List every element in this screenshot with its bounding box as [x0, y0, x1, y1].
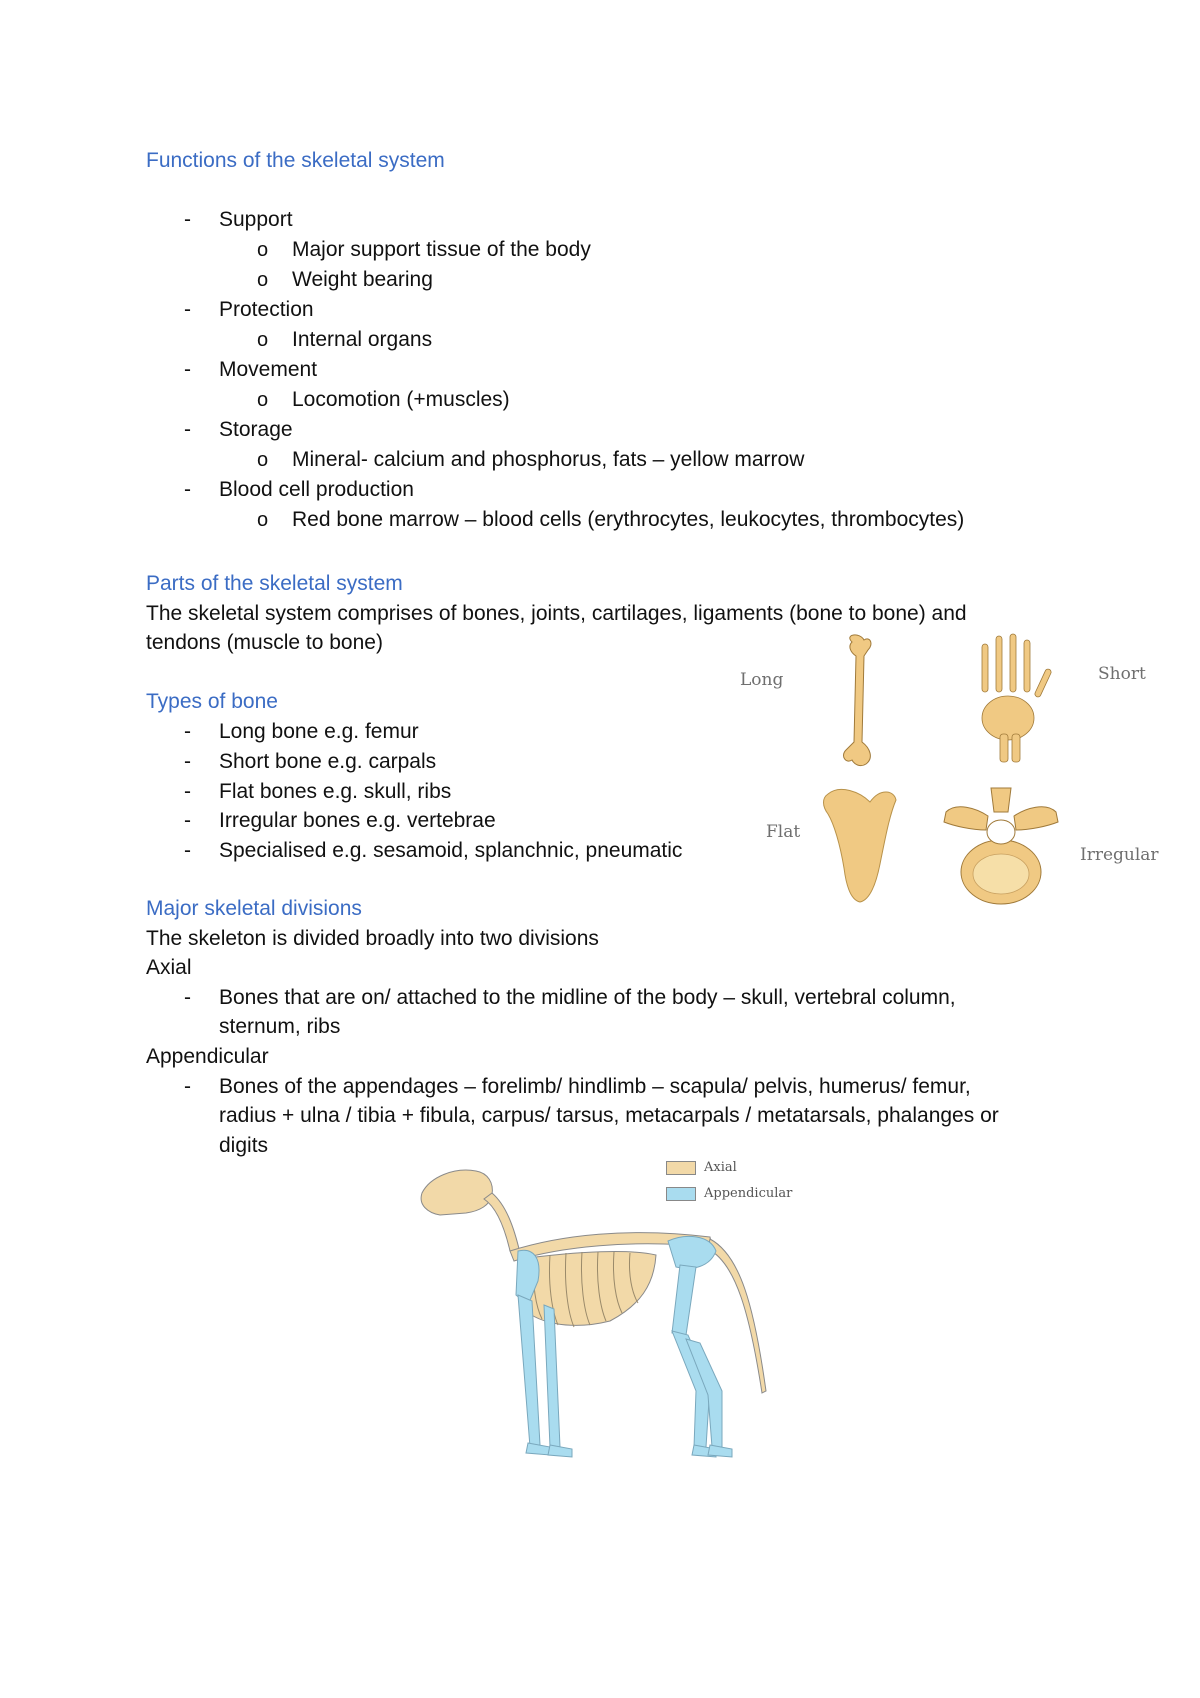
function-item: Protection	[219, 298, 314, 321]
bullet-dash: -	[184, 720, 191, 743]
bullet-dash: -	[184, 418, 191, 441]
appendicular-text: digits	[219, 1134, 269, 1157]
function-subitem: Internal organs	[292, 328, 433, 351]
appendicular-text: Bones of the appendages – forelimb/ hindlimb – scapula/ pelvis, humerus/ femur,	[219, 1075, 971, 1098]
axial-text: sternum, ribs	[219, 1015, 341, 1038]
bullet-dash: -	[184, 208, 191, 231]
bone-type-item: Specialised e.g. sesamoid, splanchnic, pneumatic	[219, 839, 683, 862]
dog-skeleton-illustration	[410, 1155, 810, 1475]
function-item: Storage	[219, 418, 293, 441]
bullet-circle: o	[257, 329, 269, 351]
axial-text: Bones that are on/ attached to the midline of the body – skull, vertebral column,	[219, 986, 956, 1009]
bullet-dash: -	[184, 478, 191, 501]
function-subitem: Locomotion (+muscles)	[292, 388, 510, 411]
bullet-dash: -	[184, 298, 191, 321]
long-bone-illustration	[830, 632, 890, 772]
function-item: Support	[219, 208, 293, 231]
bone-type-item: Irregular bones e.g. vertebrae	[219, 809, 496, 832]
heading-types: Types of bone	[146, 690, 278, 713]
bullet-dash: -	[184, 1075, 191, 1098]
appendicular-text: radius + ulna / tibia + fibula, carpus/ tarsus, metacarpals / metatarsals, phalanges or	[219, 1104, 999, 1127]
function-subitem: Red bone marrow – blood cells (erythrocytes, leukocytes, thrombocytes)	[292, 508, 965, 531]
function-subitem: Weight bearing	[292, 268, 433, 291]
heading-functions: Functions of the skeletal system	[146, 149, 445, 172]
divisions-intro: The skeleton is divided broadly into two divisions	[146, 927, 599, 950]
bullet-dash: -	[184, 839, 191, 862]
bone-type-item: Long bone e.g. femur	[219, 720, 419, 743]
function-subitem: Major support tissue of the body	[292, 238, 591, 261]
bullet-dash: -	[184, 986, 191, 1009]
flat-bone-illustration	[820, 784, 900, 904]
bullet-dash: -	[184, 750, 191, 773]
label-irregular: Irregular	[1080, 845, 1159, 865]
function-subitem: Mineral- calcium and phosphorus, fats – yellow marrow	[292, 448, 805, 471]
function-item: Blood cell production	[219, 478, 414, 501]
bullet-circle: o	[257, 269, 269, 291]
appendicular-label: Appendicular	[146, 1045, 269, 1068]
bullet-dash: -	[184, 358, 191, 381]
bullet-circle: o	[257, 509, 269, 531]
heading-parts: Parts of the skeletal system	[146, 572, 403, 595]
label-flat: Flat	[766, 822, 801, 842]
legend-appendicular-label: Appendicular	[704, 1186, 793, 1201]
irregular-bone-illustration	[936, 782, 1066, 907]
label-short: Short	[1098, 664, 1146, 684]
bone-type-item: Short bone e.g. carpals	[219, 750, 437, 773]
bone-type-item: Flat bones e.g. skull, ribs	[219, 780, 452, 803]
heading-divisions: Major skeletal divisions	[146, 897, 362, 920]
short-bone-illustration	[972, 634, 1062, 764]
label-long: Long	[740, 670, 784, 690]
bullet-dash: -	[184, 780, 191, 803]
bullet-circle: o	[257, 449, 269, 471]
bullet-circle: o	[257, 239, 269, 261]
axial-label: Axial	[146, 956, 192, 979]
function-item: Movement	[219, 358, 318, 381]
parts-text: The skeletal system comprises of bones, joints, cartilages, ligaments (bone to bone) and	[146, 602, 967, 625]
parts-text: tendons (muscle to bone)	[146, 631, 383, 654]
legend-axial-label: Axial	[704, 1160, 737, 1175]
bullet-dash: -	[184, 809, 191, 832]
bullet-circle: o	[257, 389, 269, 411]
